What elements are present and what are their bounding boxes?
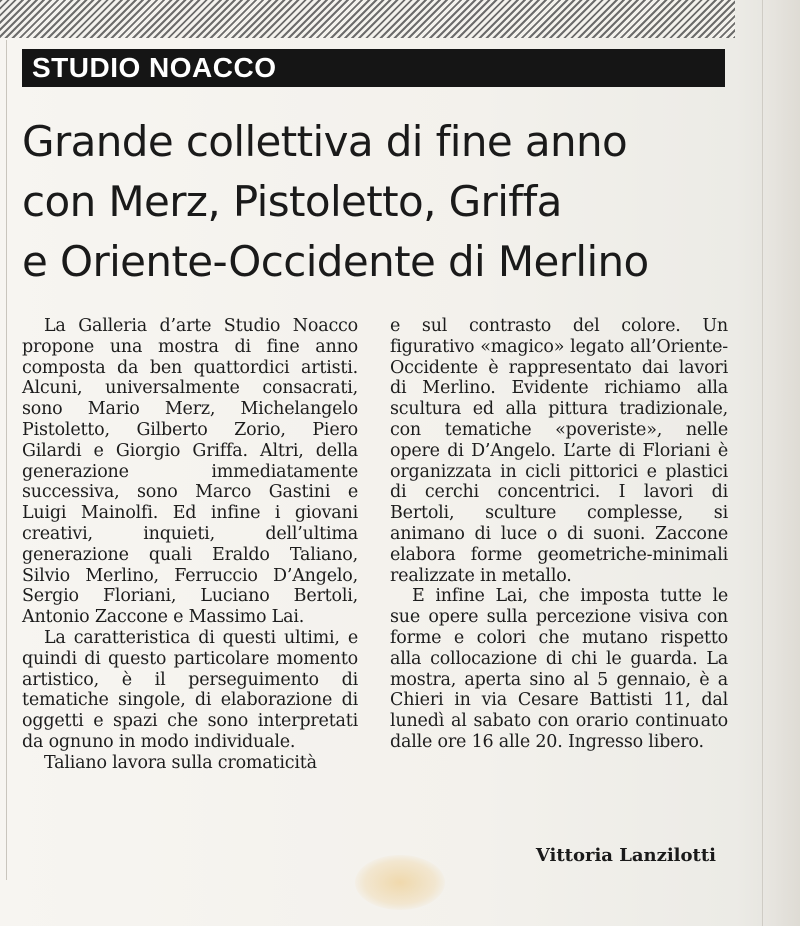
article-column-right: [390, 316, 728, 753]
paragraph-intro: La Galleria d’arte Studio Noacco propone una mostra di fine anno composta da ben quattordici artisti. Alcuni, universalmente consacrati, sono Mario Merz, Michelangelo Pistoletto, Gilberto Zorio, Piero Gilardi e Giorgio Griffa. Altri, della generazione immediatamente successiva, sono Marco Gastini e Luigi Mainolfi. Ed infine i giovani creativi, inquieti, dell’ultima generazione quali Eraldo Taliano, Silvio Merlino, Ferruccio D’Angelo, Sergio Floriani, Luciano Bertoli, Antonio Zaccone e Massimo Lai.: [22, 316, 358, 628]
adjacent-page-edge: [762, 0, 800, 926]
section-label: STUDIO NOACCO: [32, 52, 277, 83]
paragraph-taliano: Taliano lavora sulla cromaticità: [44, 752, 317, 773]
section-header-bar: [22, 49, 725, 87]
author-byline: Vittoria Lanzilotti: [535, 845, 716, 866]
top-hatch-border: [0, 0, 735, 38]
left-column-rule: [6, 40, 7, 880]
paragraph-characteristics: La caratteristica di questi ultimi, e quindi di questo particolare momento artistico, è il perseguimento di tematiche singole, di elaborazione di oggetti e spazi che sono interpretati da ognuno in modo individuale.: [22, 627, 358, 752]
headline-line-3: e Oriente-Occidente di Merlino: [22, 237, 649, 286]
headline-line-2: con Merz, Pistoletto, Griffa: [22, 177, 562, 226]
article-column-left: [22, 316, 358, 774]
paragraph-artists-continued: e sul contrasto del colore. Un figurativo «magico» legato all’Oriente-Occidente è rappresentato dai lavori di Merlino. Evidente richiamo alla scultura ed alla pittura tradizionale, con tematiche «poveriste», nelle opere di D’Angelo. L’arte di Floriani è organizzata in cicli pittorici e plastici di cerchi concentrici. I lavori di Bertoli, sculture complesse, si animano di luce o di suoni. Zaccone elabora forme geometriche-minimali realizzate in metallo.: [390, 316, 728, 586]
paragraph-lai-and-info: E infine Lai, che imposta tutte le sue opere sulla percezione visiva con forme e colori che mutano rispetto alla collocazione di chi le guarda. La mostra, aperta sino al 5 gennaio, è a Chieri in via Cesare Battisti 11, dal lunedì al sabato con orario continuato dalle ore 16 alle 20. Ingresso libero.: [390, 586, 728, 752]
headline-line-1: Grande collettiva di fine anno: [22, 117, 628, 166]
article-headline: [22, 112, 742, 292]
